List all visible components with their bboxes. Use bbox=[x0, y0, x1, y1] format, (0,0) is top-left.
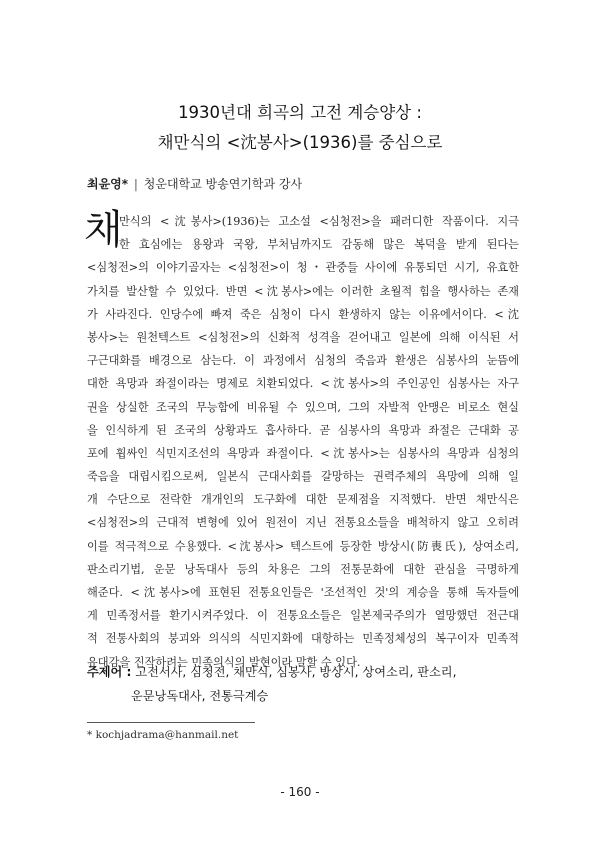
footnote-email: * kochjadrama@hanmail.net bbox=[87, 729, 239, 741]
keywords-line-1: 고전서사, 심청전, 채만식, 심봉사, 방상시, 상여소리, 판소리, bbox=[135, 665, 457, 679]
abstract-line: 개 수단으로 전락한 개개인의 도구화에 대한 문제점을 지적했다. 반면 채만식은 bbox=[87, 493, 519, 507]
abstract-line: 게 민족정서를 환기시켜주었다. 이 전통요소들은 일본제국주의가 열망했던 전근대 bbox=[87, 609, 519, 623]
abstract-line: 판소리기법, 운문 낭독대사 등의 차용은 그의 전통문화에 대한 관심을 극명하게 bbox=[87, 562, 519, 576]
page-number: - 160 - bbox=[280, 785, 320, 799]
abstract-line: 이를 적극적으로 수용했다. <沈봉사> 텍스트에 등장한 방상시(防喪氏), 상여소리, bbox=[87, 539, 519, 553]
abstract-line: 을 인식하게 된 조국의 상황과도 흡사하다. 곧 심봉사의 욕망과 좌절은 근대화 공 bbox=[87, 423, 519, 437]
abstract-line: 한 효심에는 용왕과 국왕, 부처님까지도 감동해 많은 복덕을 받게 된다는 bbox=[119, 238, 519, 252]
abstract-line: 구근대화를 배경으로 삼는다. 이 과정에서 심청의 죽음과 환생은 심봉사의 눈뜸에 bbox=[87, 354, 519, 368]
abstract-line: 가 사라진다. 인당수에 빠져 죽은 심청이 다시 환생하지 않는 이유에서이다. <沈 bbox=[87, 307, 519, 321]
footnote-divider bbox=[87, 722, 255, 723]
abstract-dropcap: 채 bbox=[84, 207, 123, 253]
title-line-1: 1930년대 희곡의 고전 계승양상 : bbox=[178, 103, 422, 122]
author-line bbox=[87, 175, 302, 192]
author-separator: | bbox=[133, 177, 138, 191]
author-affiliation: 청운대학교 방송연기학과 강사 bbox=[143, 177, 303, 191]
abstract-line: 죽음을 대립시킴으로써, 일본식 근대사회를 갈망하는 권력주체의 욕망에 의해 일 bbox=[87, 470, 519, 484]
abstract-line: 봉사>는 원천텍스트 <심청전>의 신화적 성격을 걷어내고 일본에 의해 이식된 서 bbox=[87, 330, 519, 344]
keywords-label: 주제어 : bbox=[87, 665, 132, 679]
abstract-body bbox=[87, 210, 519, 674]
paper-title bbox=[0, 98, 600, 158]
abstract-line: <심청전>의 이야기골자는 <심청전>이 청・관중들 사이에 유통되던 시기, 유효한 bbox=[87, 261, 519, 275]
abstract-line: 유대감을 진작하려는 민족의식의 발현이라 말할 수 있다. bbox=[87, 655, 361, 669]
abstract-line: 대한 욕망과 좌절이라는 명제로 치환되었다. <沈봉사>의 주인공인 심봉사는 자구 bbox=[87, 377, 519, 391]
title-line-2: 채만식의 <沈봉사>(1936)를 중심으로 bbox=[157, 133, 443, 152]
author-name: 최윤영* bbox=[87, 177, 129, 191]
abstract-line: 해준다. <沈봉사>에 표현된 전통요인들은 '조선적인 것'의 계승을 통해 독자들에 bbox=[87, 586, 519, 599]
keywords-line-2: 운문낭독대사, 전통극계승 bbox=[131, 689, 269, 703]
abstract-line: 권을 상실한 조국의 무능함에 비유될 수 있으며, 그의 자발적 안맹은 비로소 현실 bbox=[87, 400, 519, 414]
abstract-line: <심청전>의 근대적 변형에 있어 원전이 지닌 전통요소들을 배척하지 않고 오히려 bbox=[87, 516, 519, 530]
abstract-line: 만식의 <沈봉사>(1936)는 고소설 <심청전>을 패러디한 작품이다. 지극 bbox=[119, 215, 519, 228]
abstract-line: 가치를 발산할 수 있었다. 반면 <沈봉사>에는 이러한 초월적 힘을 행사하는 존재 bbox=[87, 284, 519, 298]
keywords-block bbox=[87, 660, 456, 708]
abstract-line: 적 전통사회의 붕괴와 의식의 식민지화에 대항하는 민족정체성의 복구이자 민족적 bbox=[87, 632, 519, 646]
abstract-line: 포에 휩싸인 식민지조선의 욕망과 좌절이다. <沈봉사>는 심봉사의 욕망과 심청의 bbox=[87, 446, 519, 460]
